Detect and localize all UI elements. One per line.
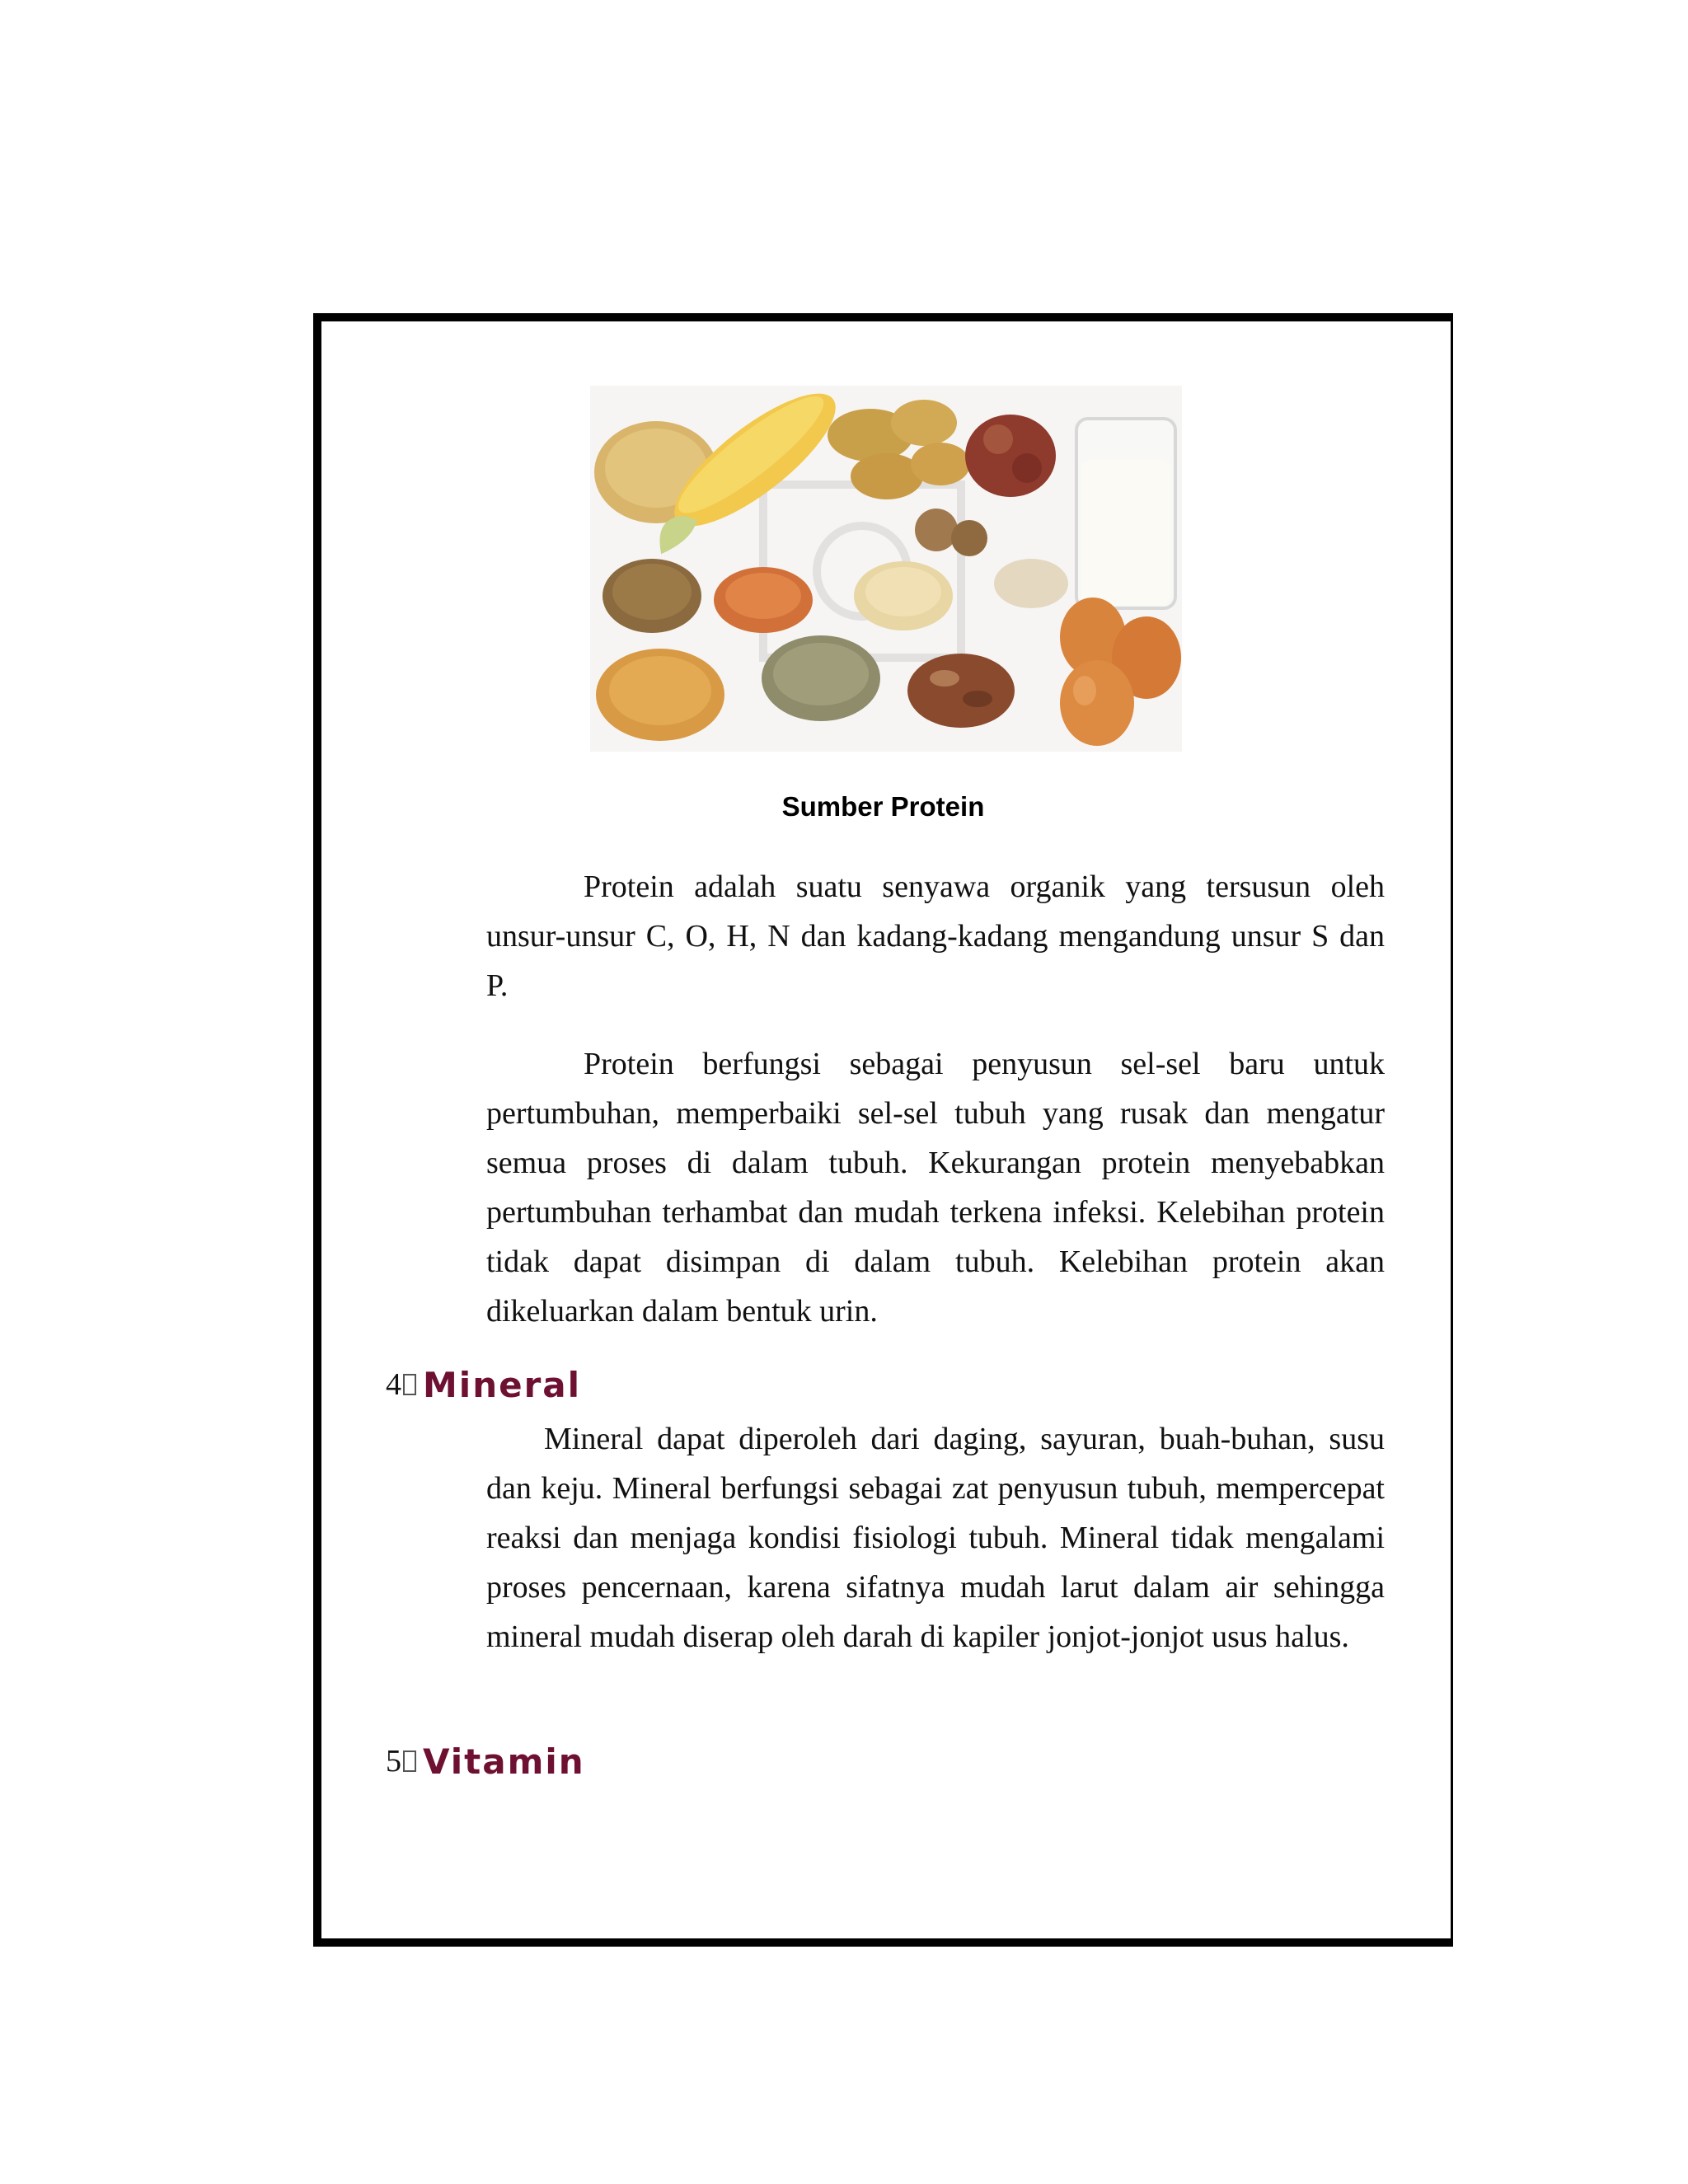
- section-heading-vitamin: [386, 1738, 585, 1784]
- mineral-paragraph: Mineral dapat diperoleh dari daging, sayuran, buah-buhan, susu dan keju. Mineral berfungsi sebagai zat penyusun tubuh, mempercepat reaksi dan menjaga kondisi fisiologi tubuh. Mineral tidak mengalami proses pencernaan, karena sifatnya mudah larut dalam air sehingga mineral mudah diserap oleh darah di kapiler jonjot-jonjot usus halus.: [486, 1422, 1385, 1654]
- section-heading-mineral: [386, 1361, 581, 1408]
- missing-glyph-icon: [403, 1374, 416, 1395]
- section-number: 5: [386, 1744, 401, 1779]
- section-title: Vitamin: [423, 1741, 585, 1782]
- protein-function-paragraph: Protein berfungsi sebagai penyusun sel-sel baru untuk pertumbuhan, memperbaiki sel-sel tubuh yang rusak dan mengatur semua proses di dalam tubuh. Kekurangan protein menyebabkan pertumbuhan terhambat dan mudah terkena infeksi. Kelebihan protein tidak dapat disimpan di dalam tubuh. Kelebihan protein akan dikeluarkan dalam bentuk urin.: [486, 1047, 1385, 1329]
- protein-definition-paragraph: Protein adalah suatu senyawa organik yang tersusun oleh unsur-unsur C, O, H, N dan kadang-kadang mengandung unsur S dan P.: [486, 869, 1385, 1003]
- protein-sources-photo: [590, 386, 1182, 752]
- section-title: Mineral: [423, 1364, 582, 1405]
- section-number: 4: [386, 1367, 401, 1402]
- figure-caption: Sumber Protein: [781, 791, 985, 822]
- missing-glyph-icon: [403, 1750, 416, 1772]
